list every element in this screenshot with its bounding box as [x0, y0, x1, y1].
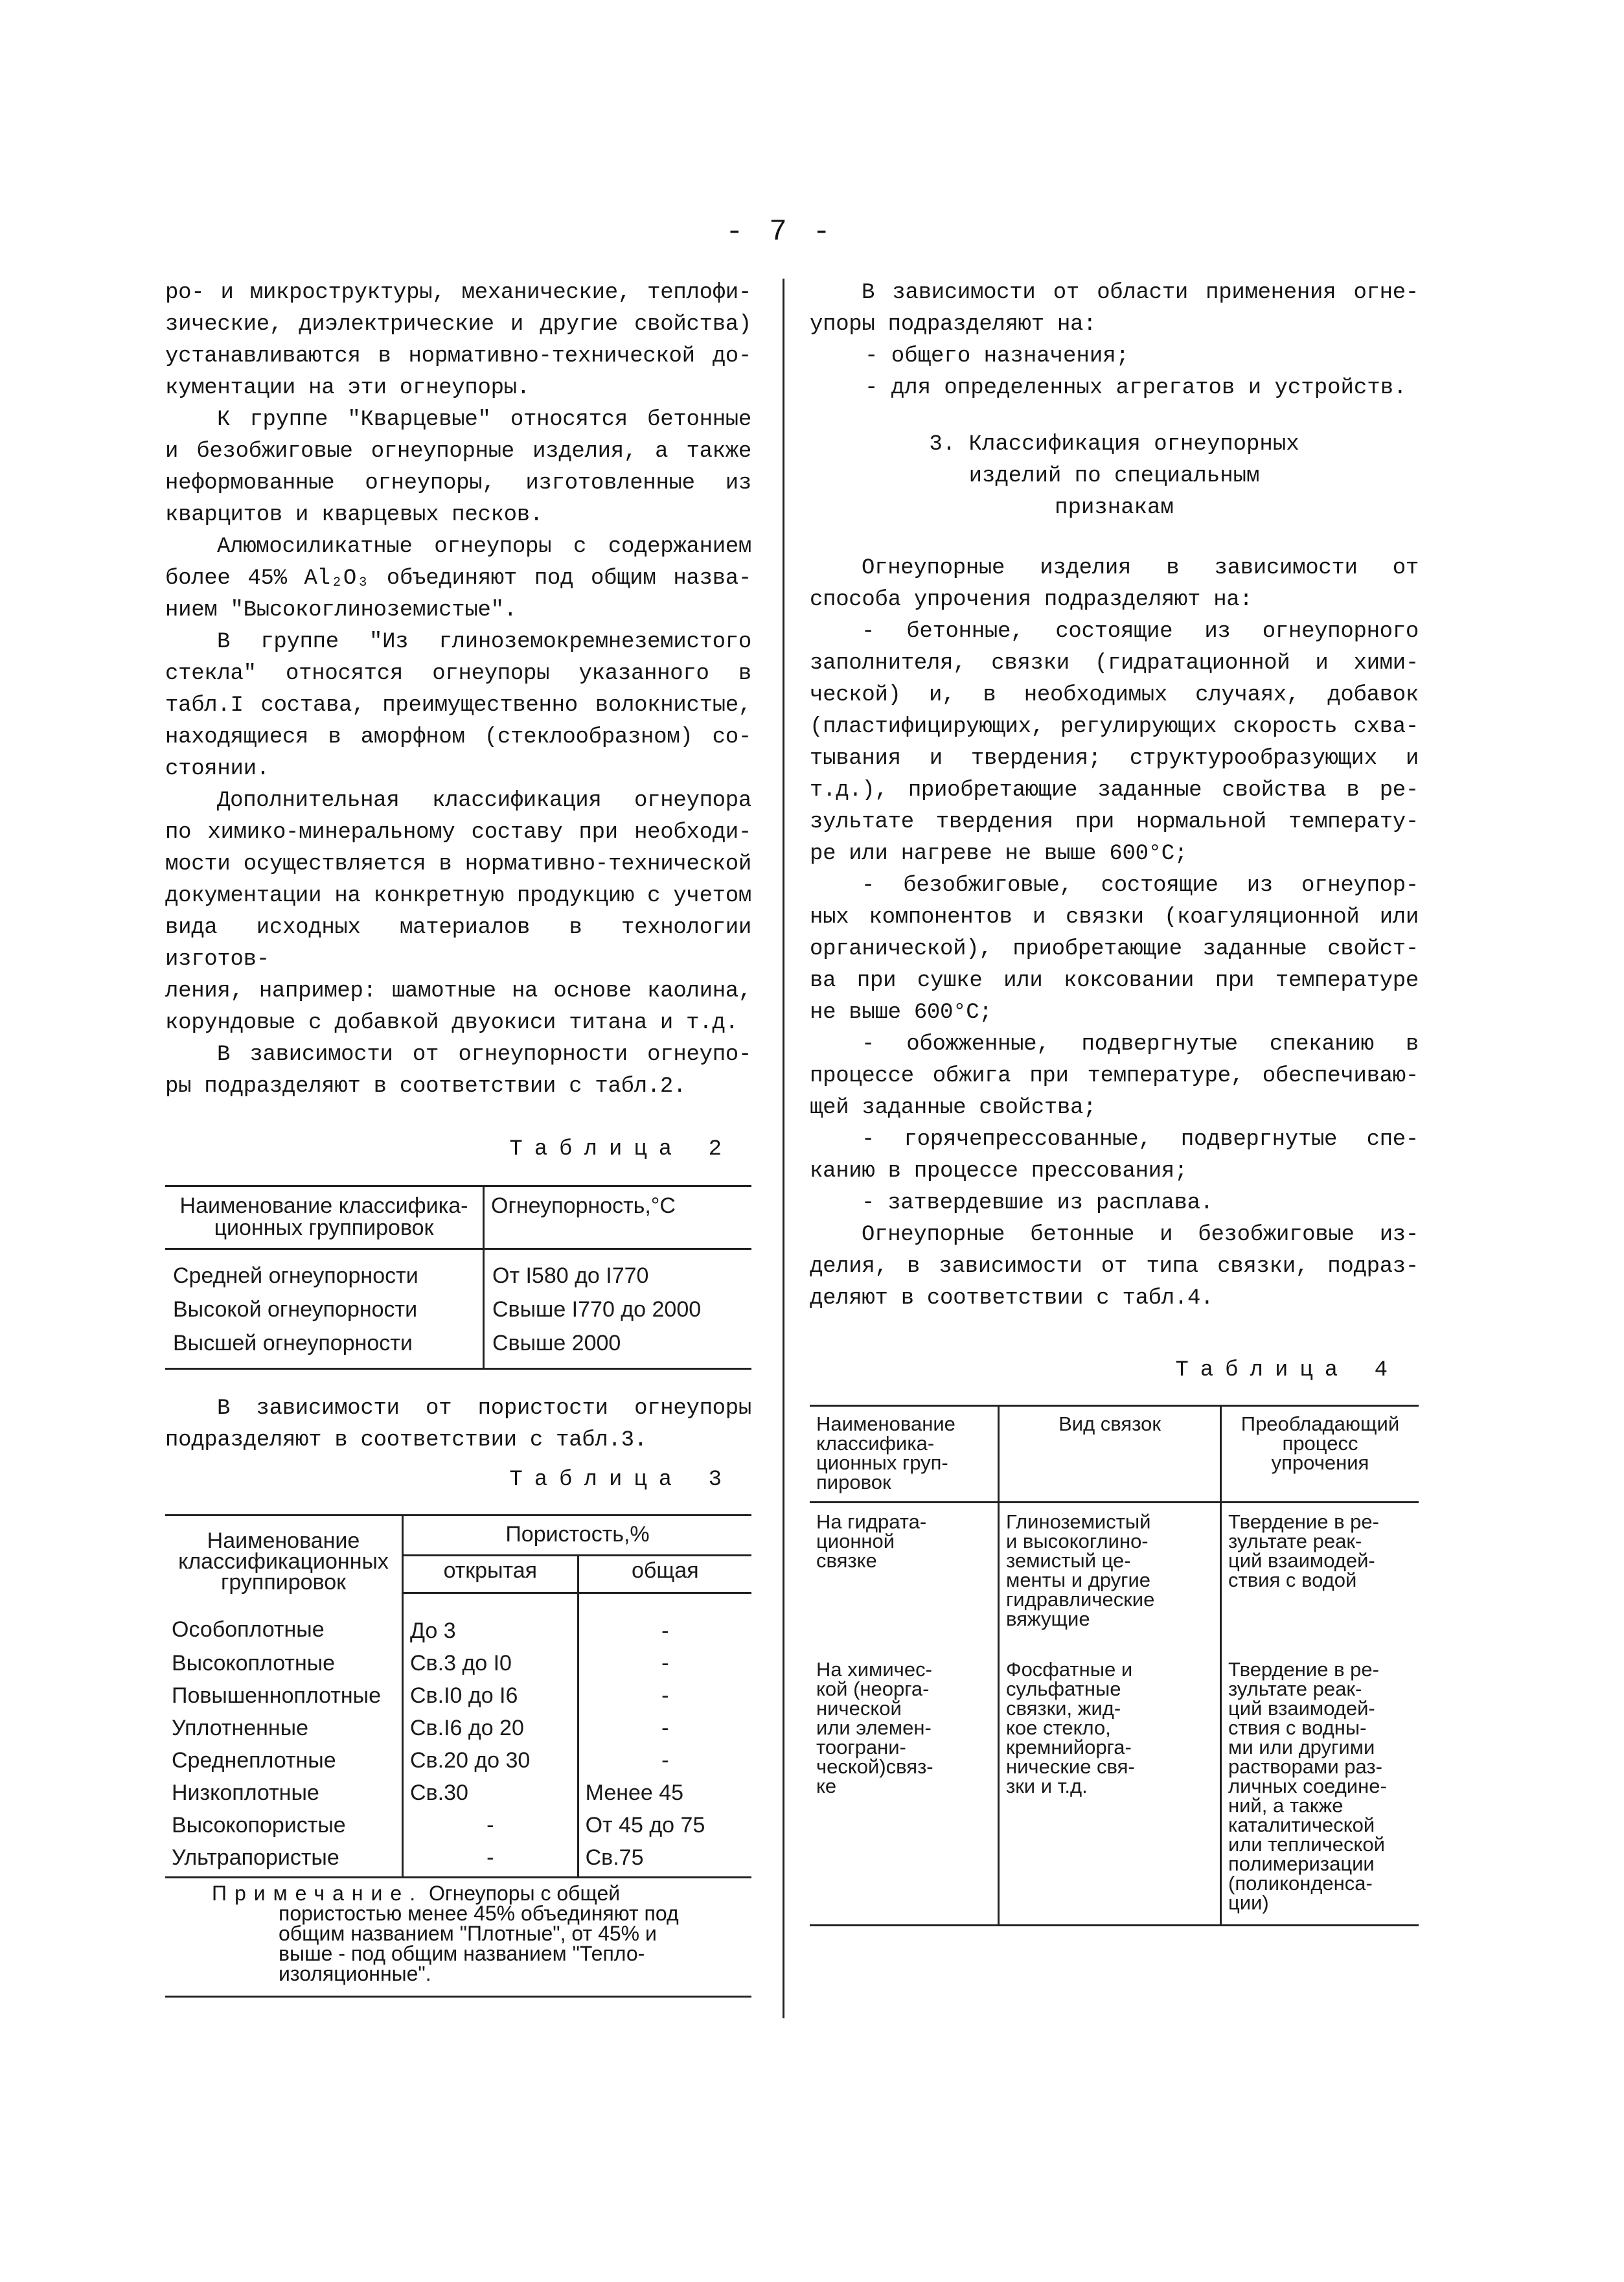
table-cell: От I580 до I770	[492, 1263, 649, 1288]
table-cell: Среднеплотные	[172, 1747, 336, 1773]
table-cell: -	[578, 1593, 751, 1647]
paragraph-hardening	[810, 553, 1419, 616]
list-item: - общего назначения;	[865, 344, 1130, 369]
text-line: Огнеупорные бетонные и безобжиговые из-	[862, 1223, 1419, 1247]
note-text: Огнеупоры с общей	[429, 1881, 621, 1905]
note-text: пористостью менее 45% объединяют под общим названием "Плотные", от 45% и выше - под общим названием "Тепло- изоляционные".	[279, 1901, 679, 1985]
table-cell: -	[578, 1744, 751, 1777]
table-row	[165, 1679, 751, 1712]
table-2	[165, 1185, 751, 1370]
text-line: заполнителя, связки (гидратационной и хими-	[810, 651, 1419, 676]
paragraph-properties	[165, 277, 751, 404]
text-line: канию в процессе прессования;	[810, 1159, 1187, 1184]
text-line: т.д.), приобретающие заданные свойства в ре-	[810, 778, 1419, 803]
table-cell: Св.30	[403, 1777, 578, 1809]
text-line: - горячепрессованные, подвергнутые спе-	[862, 1127, 1419, 1152]
text-line: упоры подразделяют на:	[810, 312, 1097, 337]
text-line: подразделяют в соответствии с табл.3.	[165, 1428, 647, 1453]
table-header-cell: общая	[578, 1555, 751, 1593]
table-cell: Повышенноплотные	[172, 1683, 381, 1708]
paragraph-refractoriness	[165, 1039, 751, 1103]
table-cell: Св.3 до I0	[403, 1647, 578, 1679]
table-cell: Св.I0 до I6	[403, 1679, 578, 1712]
table-cell: Высшей огнеупорности	[165, 1326, 484, 1369]
column-divider	[783, 279, 784, 2018]
text-line: мости осуществляется в нормативно-технической	[165, 852, 751, 877]
note-label: Примечание.	[212, 1881, 424, 1905]
table-row	[165, 1841, 751, 1878]
table-row	[810, 1635, 1419, 1926]
text-line: корундовые с добавкой двуокиси титана и т.д.	[165, 1011, 738, 1035]
text-line: ления, например: шамотные на основе каолина,	[165, 979, 751, 1004]
text-line: В зависимости от области применения огне-	[862, 281, 1419, 305]
text-line: В зависимости от пористости огнеупоры	[217, 1396, 751, 1421]
text-line: документации на конкретную продукцию с учетом	[165, 884, 751, 908]
table-cell: Твердение в ре- зультате реак- ций взаимодей- ствия с водны- ми или другими растворами раз- личных соедине- ний, а также каталитической или теплической полимеризации (поликонденса- ции)	[1221, 1635, 1419, 1926]
text-line: Дополнительная классификация огнеупора	[217, 789, 751, 813]
item-hot-pressed	[810, 1124, 1419, 1188]
text-line: ных компонентов и связки (коагуляционной или	[810, 905, 1419, 930]
text-line: - затвердевшие из расплава.	[862, 1191, 1213, 1216]
table-2-caption: Таблица 2	[509, 1137, 733, 1162]
text-line: К группе "Кварцевые" относятся бетонные	[217, 408, 751, 432]
text-line: (пластифицирующих, регулирующих скорость схва-	[810, 715, 1419, 739]
text-line: Огнеупорные изделия в зависимости от	[862, 556, 1419, 581]
text-line: щей заданные свойства;	[810, 1096, 1097, 1120]
table-3	[165, 1514, 751, 1878]
text-line: по химико-минеральному составу при необходи-	[165, 820, 751, 845]
text-line: ва при сушке или коксовании при температуре	[810, 969, 1419, 993]
table-cell: Глиноземистый и высокоглино- земистый це- менты и другие гидравлические вяжущие	[999, 1503, 1221, 1636]
table-cell: Ультрапористые	[165, 1841, 403, 1878]
table-row	[165, 1712, 751, 1744]
table-cell: Особоплотные	[172, 1617, 325, 1642]
text-line: способа упрочения подразделяют на:	[810, 588, 1253, 612]
table-cell: Свыше 2000	[492, 1331, 621, 1355]
table-row	[165, 1293, 751, 1326]
table-header-cell: Пористость,%	[403, 1516, 752, 1556]
paragraph-application	[810, 277, 1419, 404]
text-line: делия, в зависимости от типа связки, подраз-	[810, 1254, 1419, 1279]
text-line: табл.I состава, преимущественно волокнистые,	[165, 693, 751, 718]
text-line: стоянии.	[165, 757, 269, 781]
text-line: - бетонные, состоящие из огнеупорного	[862, 619, 1419, 644]
table-cell: Высокой огнеупорности	[165, 1293, 484, 1326]
item-fired	[810, 1029, 1419, 1124]
list-item: - для определенных агрегатов и устройств.	[865, 376, 1407, 400]
table-row	[165, 1744, 751, 1777]
table-row	[165, 1326, 751, 1369]
table-row	[165, 1249, 751, 1293]
table-row	[810, 1503, 1419, 1636]
table-cell: Св.I6 до 20	[403, 1712, 578, 1744]
table-cell: -	[403, 1809, 578, 1841]
table-row	[165, 1777, 751, 1809]
text-line: находящиеся в аморфном (стеклообразном) со-	[165, 725, 751, 750]
text-line: органической), приобретающие заданные свойст-	[810, 937, 1419, 962]
table-cell: Низкоплотные	[172, 1780, 319, 1805]
table-row	[165, 1593, 751, 1647]
table-header-cell: Огнеупорность,°C	[484, 1186, 752, 1249]
heading-line: изделий по специальным	[968, 464, 1260, 489]
text-line: Алюмосиликатные огнеупоры с содержанием	[217, 535, 751, 559]
text-line: деляют в соответствии с табл.4.	[810, 1286, 1214, 1311]
table-cell: Высокоплотные	[172, 1650, 336, 1676]
table-4-caption: Таблица 4	[1175, 1358, 1399, 1383]
table-cell: Фосфатные и сульфатные связки, жид- кое стекло, кремнийорга- нические свя- зки и т.д.	[999, 1635, 1221, 1926]
text-line: ре или нагреве не выше 600°С;	[810, 842, 1187, 866]
text-line: - безобжиговые, состоящие из огнеупор-	[862, 873, 1419, 898]
paragraph-quartz	[165, 404, 751, 531]
text-line: В зависимости от огнеупорности огнеупо-	[217, 1043, 751, 1067]
table-cell: Менее 45	[578, 1777, 751, 1809]
table-header-cell: Вид связок	[999, 1406, 1221, 1503]
text-line: нием "Высокоглиноземистые".	[165, 598, 517, 623]
text-line: тывания и твердения; структурообразующих и	[810, 746, 1419, 771]
table-cell: -	[578, 1712, 751, 1744]
table-header-cell: Наименование классифика- ционных груп- пировок	[810, 1406, 999, 1503]
table-cell: От 45 до 75	[578, 1809, 751, 1841]
text-line: процессе обжига при температуре, обеспечиваю-	[810, 1064, 1419, 1089]
text-line: устанавливаются в нормативно-технической до-	[165, 344, 751, 369]
table-cell: Высокопористые	[172, 1812, 346, 1838]
text-line: ро- и микроструктуры, механические, теплофи-	[165, 281, 751, 305]
paragraph-glass	[165, 627, 751, 785]
table-header-cell: Наименование классифика- ционных группировок	[165, 1186, 484, 1249]
table-cell: Св.75	[578, 1841, 751, 1878]
table-cell: Твердение в ре- зультате реак- ций взаимодей- ствия с водой	[1221, 1503, 1419, 1636]
text-line: зультате твердения при нормальной температу-	[810, 810, 1419, 835]
text-line: вида исходных материалов в технологии изготов-	[165, 916, 751, 972]
note-rule	[165, 1996, 751, 1998]
text-line: и безобжиговые огнеупорные изделия, а также	[165, 439, 751, 464]
table-3-note	[165, 1881, 751, 1985]
table-row	[165, 1809, 751, 1841]
text-line: более 45% Al₂O₃ объединяют под общим назва-	[165, 566, 751, 591]
table-row	[165, 1647, 751, 1679]
text-line: кварцитов и кварцевых песков.	[165, 503, 543, 527]
text-line: зические, диэлектрические и другие свойства)	[165, 312, 751, 337]
text-line: стекла" относятся огнеупоры указанного в	[165, 662, 751, 686]
table-cell: Свыше I770 до 2000	[492, 1297, 702, 1322]
table-cell: На химичес- кой (неорга- нической или элемен- тоограни- ческой)связ- ке	[816, 1658, 933, 1797]
heading-line: признакам	[1055, 496, 1174, 520]
table-4	[810, 1405, 1419, 1926]
paragraph-additional-classification	[165, 785, 751, 1039]
table-header-cell: Преобладающий процесс упрочения	[1221, 1406, 1419, 1503]
section-heading	[810, 429, 1419, 524]
text-line: В группе "Из глиноземокремнеземистого	[217, 630, 751, 654]
table-cell: На гидрата- ционной связке	[816, 1510, 927, 1572]
table-header-cell: Наименование классификационных группировок	[178, 1528, 389, 1595]
right-column	[810, 277, 1419, 1926]
item-unfired	[810, 870, 1419, 1029]
table-cell: Уплотненные	[172, 1715, 309, 1740]
table-header-cell: открытая	[403, 1555, 578, 1593]
text-line: ческой) и, в необходимых случаях, добавок	[810, 683, 1419, 708]
paragraph-binder	[810, 1219, 1419, 1315]
text-line: ры подразделяют в соответствии с табл.2.	[165, 1074, 687, 1099]
text-line: неформованные огнеупоры, изготовленные из	[165, 471, 751, 496]
table-cell: Св.20 до 30	[403, 1744, 578, 1777]
text-line: кументации на эти огнеупоры.	[165, 376, 530, 400]
heading-line: 3. Классификация огнеупорных	[929, 432, 1299, 457]
table-cell: Средней огнеупорности	[165, 1249, 484, 1293]
paragraph-porosity	[165, 1393, 751, 1457]
left-column	[165, 277, 751, 1998]
table-cell: До 3	[403, 1593, 578, 1647]
text-line: не выше 600°С;	[810, 1000, 992, 1025]
item-fused	[810, 1188, 1419, 1219]
table-cell: -	[578, 1679, 751, 1712]
page-number: - 7 -	[726, 215, 835, 249]
table-cell: -	[403, 1841, 578, 1878]
paragraph-aluminosilicate	[165, 531, 751, 627]
table-cell: -	[578, 1647, 751, 1679]
item-concrete	[810, 616, 1419, 870]
text-line: - обожженные, подвергнутые спеканию в	[862, 1032, 1419, 1057]
table-3-caption: Таблица 3	[509, 1468, 733, 1492]
